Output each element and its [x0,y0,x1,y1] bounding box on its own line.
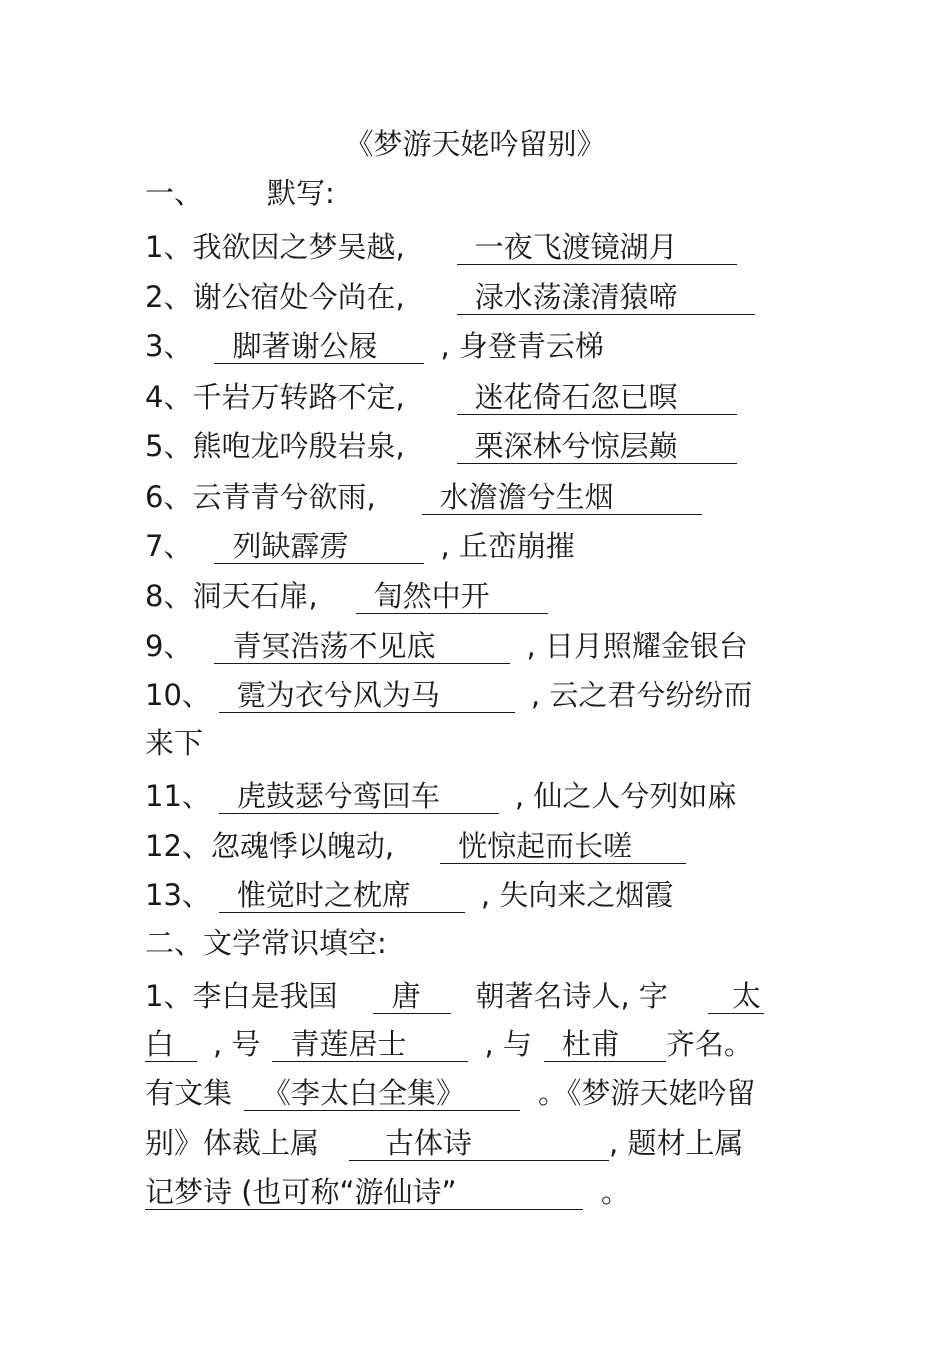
item-number: 5、 [145,429,193,463]
knowledge-text: 朝著名诗人, 字 [475,979,668,1013]
answer-blank-art-name: 青莲居士 [272,1027,468,1062]
section-number: 一、 [145,176,204,210]
answer-blank: 一夜飞渡镜湖月 [457,230,737,265]
knowledge-line [145,1172,630,1212]
item-continuation: , 日月照耀金银台 [526,629,748,663]
answer-blank-collection: 《李太白全集》 [244,1076,520,1111]
dictation-item [145,377,737,417]
item-number: 3、 [145,329,193,363]
item-number: 8、 [145,579,193,613]
dictation-item [145,826,686,866]
dictation-item [145,526,575,566]
answer-blank: 恍惊起而长嗟 [440,829,686,864]
dictation-item [145,326,604,366]
knowledge-text: , 与 [484,1027,532,1061]
item-continuation: , 仙之人兮列如麻 [514,779,737,813]
dictation-item [145,576,548,616]
section-title: 默写: [267,176,335,210]
answer-blank-theme: 记梦诗 (也可称“游仙诗” [145,1175,583,1210]
item-continuation: , 丘峦崩摧 [440,529,575,563]
answer-blank: 水澹澹兮生烟 [422,480,702,515]
item-number: 1、 [145,230,193,264]
section-heading-literature [145,923,387,963]
answer-blank: 迷花倚石忽已暝 [457,380,737,415]
item-continuation: , 云之君兮纷纷而 [530,678,753,712]
dictation-item [145,277,755,317]
knowledge-line [145,1123,743,1163]
answer-blank: 惟觉时之枕席 [219,878,465,913]
item-number: 12、 [145,829,211,863]
knowledge-text: , 号 [213,1027,261,1061]
knowledge-text: 1、李白是我国 [145,979,338,1013]
dictation-item [145,227,737,267]
section-title: 二、文学常识填空: [145,926,387,960]
item-continuation: 来下 [145,726,204,760]
knowledge-text: 别》体裁上属 [145,1126,320,1160]
page-title: 《梦游天姥吟留别》 [344,127,606,161]
item-prompt: 我欲因之梦吴越, [192,230,405,264]
dictation-item [145,776,736,816]
knowledge-line [145,976,764,1016]
dictation-item [145,675,752,715]
item-number: 9、 [145,629,193,663]
item-number: 10、 [145,678,211,712]
answer-blank-courtesy-name: 太 [708,979,764,1014]
knowledge-text: 。《梦游天姥吟留 [538,1076,756,1110]
answer-blank: 脚著谢公屐 [214,329,424,364]
item-number: 6、 [145,480,193,514]
item-prompt: 千岩万转路不定, [192,380,405,414]
item-prompt: 洞天石扉, [192,579,318,613]
answer-blank: 訇然中开 [356,579,548,614]
item-continuation: , 失向来之烟霞 [480,878,674,912]
item-number: 7、 [145,529,193,563]
answer-blank-peer: 杜甫 [544,1027,666,1062]
answer-blank: 列缺霹雳 [214,529,424,564]
knowledge-text: 齐名。 [665,1027,753,1061]
item-number: 4、 [145,380,193,414]
item-number: 2、 [145,280,193,314]
answer-blank: 霓为衣兮风为马 [219,678,515,713]
answer-blank: 渌水荡漾清猿啼 [457,280,755,315]
dictation-item [145,426,737,466]
dictation-item [145,477,702,517]
item-prompt: 熊咆龙吟殷岩泉, [192,429,405,463]
answer-blank-dynasty: 唐 [373,979,451,1014]
dictation-item [145,875,673,915]
knowledge-line [145,1024,753,1064]
section-heading-dictation [145,173,335,213]
knowledge-text: 。 [601,1175,631,1209]
answer-blank: 虎鼓瑟兮鸾回车 [219,779,499,814]
knowledge-text: , 题材上属 [609,1126,744,1160]
answer-blank-courtesy-name-cont: 白 [145,1027,197,1062]
item-prompt: 谢公宿处今尚在, [192,280,405,314]
knowledge-line [145,1073,756,1113]
dictation-item-wrap [145,723,203,763]
knowledge-text: 有文集 [145,1076,233,1110]
item-continuation: , 身登青云梯 [440,329,604,363]
answer-blank: 青冥浩荡不见底 [214,629,510,664]
answer-blank: 栗深林兮惊层巅 [457,429,737,464]
answer-blank-genre: 古体诗 [349,1126,609,1161]
item-number: 13、 [145,878,211,912]
item-prompt: 忽魂悸以魄动, [210,829,395,863]
item-prompt: 云青青兮欲雨, [192,480,376,514]
item-number: 11、 [145,779,211,813]
dictation-item [145,626,748,666]
